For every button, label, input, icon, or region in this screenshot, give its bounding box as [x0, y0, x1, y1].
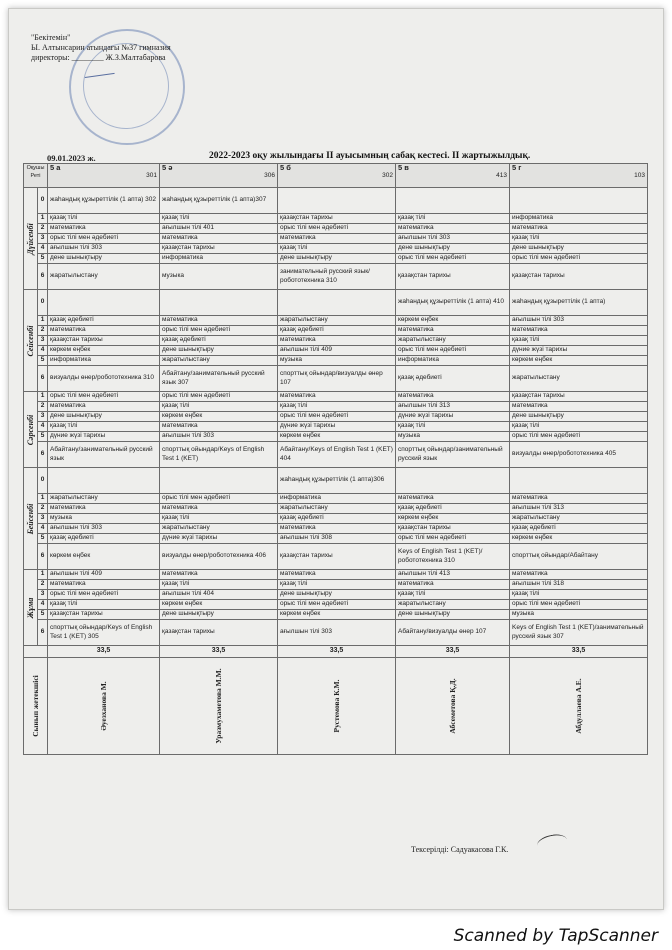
totals-spacer	[24, 646, 48, 658]
lesson-number: 0	[38, 188, 48, 214]
lesson-row	[24, 254, 648, 264]
day-cell	[24, 188, 38, 290]
lesson-cell: математика	[48, 402, 160, 412]
lesson-number: 2	[38, 402, 48, 412]
lesson-cell: жаһандық құзыреттілік (1 апта) 302	[48, 188, 160, 214]
lesson-number: 0	[38, 468, 48, 494]
lesson-cell: математика	[278, 570, 396, 580]
lesson-cell: қазақ тілі	[48, 214, 160, 224]
lesson-row	[24, 392, 648, 402]
lesson-cell	[48, 290, 160, 316]
weekly-hours-total: 33,5	[396, 646, 510, 658]
lesson-row	[24, 620, 648, 646]
weekly-hours-total: 33,5	[48, 646, 160, 658]
lesson-number: 0	[38, 290, 48, 316]
teacher-cell	[396, 658, 510, 755]
lesson-cell: визуалды өнер/робототехника 405	[510, 442, 648, 468]
lesson-number: 1	[38, 570, 48, 580]
lesson-cell: орыс тілі мен әдебиеті	[396, 254, 510, 264]
lesson-cell: орыс тілі мен әдебиеті	[48, 392, 160, 402]
lesson-row	[24, 356, 648, 366]
lesson-row	[24, 224, 648, 234]
scanner-watermark: Scanned by TapScanner	[453, 926, 658, 946]
lesson-cell: жаратылыстану	[160, 356, 278, 366]
page-title: 2022-2023 оқу жылындағы II ауысымның сабақ кестесі. II жартыжылдық.	[209, 151, 531, 161]
lesson-cell: информатика	[396, 356, 510, 366]
lesson-cell: қазақ тілі	[160, 402, 278, 412]
lesson-cell: Абайтану/Keys of English Test 1 (KET) 404	[278, 442, 396, 468]
lesson-cell: қазақ әдебиеті	[278, 326, 396, 336]
lesson-cell: орыс тілі мен әдебиеті	[510, 600, 648, 610]
lesson-number: 5	[38, 254, 48, 264]
lesson-cell: Абайтану/занимательный русский язык	[48, 442, 160, 468]
lesson-cell: орыс тілі мен әдебиеті	[160, 392, 278, 402]
checked-by: Тексерілді: Садуакасова Г.К.	[411, 845, 509, 854]
lesson-row	[24, 514, 648, 524]
lesson-number: 6	[38, 620, 48, 646]
lesson-cell: қазақ тілі	[48, 422, 160, 432]
lesson-cell: математика	[160, 234, 278, 244]
lesson-cell: қазақ әдебиеті	[160, 336, 278, 346]
class-name: 5 г	[512, 163, 522, 172]
lesson-cell: информатика	[160, 254, 278, 264]
lesson-cell: қазақ әдебиеті	[48, 316, 160, 326]
day-cell	[24, 290, 38, 392]
lesson-number: 5	[38, 610, 48, 620]
lesson-cell: жаһандық құзыреттілік (1 апта) 410	[396, 290, 510, 316]
class-header	[278, 164, 396, 188]
checker-signature	[536, 832, 568, 853]
schedule-table	[23, 163, 648, 755]
lesson-cell: информатика	[48, 356, 160, 366]
document-page	[8, 8, 664, 910]
lesson-cell: спорттық ойындар/Абайтану	[510, 544, 648, 570]
lesson-number: 3	[38, 412, 48, 422]
lesson-cell: жаратылыстану	[510, 366, 648, 392]
class-room: 301	[146, 172, 157, 180]
lesson-cell: орыс тілі мен әдебиеті	[278, 412, 396, 422]
lesson-cell: ағылшын тілі 401	[160, 224, 278, 234]
lesson-cell: орыс тілі мен әдебиеті	[48, 234, 160, 244]
lesson-cell: дене шынықтыру	[396, 244, 510, 254]
lesson-cell: жаратылыстану	[160, 524, 278, 534]
lesson-cell	[278, 290, 396, 316]
lesson-cell: қазақ тілі	[510, 234, 648, 244]
lesson-row	[24, 580, 648, 590]
lesson-number: 6	[38, 264, 48, 290]
weekly-hours-total: 33,5	[160, 646, 278, 658]
lesson-number: 1	[38, 392, 48, 402]
lesson-cell: қазақ әдебиеті	[396, 366, 510, 392]
lesson-cell: математика	[396, 224, 510, 234]
lesson-cell: жаһандық құзыреттілік (1 апта)306	[278, 468, 396, 494]
approval-line-3: директоры: ________ Ж.З.Малтабарова	[31, 53, 166, 62]
lesson-cell: дене шынықтыру	[48, 254, 160, 264]
lesson-cell: занимательный русский язык/робототехника 310	[278, 264, 396, 290]
lesson-cell: дүние жүзі тарихы	[160, 534, 278, 544]
teacher-name: Рустемова К.М.	[331, 679, 341, 733]
lesson-row	[24, 570, 648, 580]
class-header	[48, 164, 160, 188]
lesson-cell: көркем еңбек	[48, 346, 160, 356]
lesson-cell	[160, 468, 278, 494]
lesson-row	[24, 264, 648, 290]
lesson-cell: қазақ тілі	[160, 214, 278, 224]
lesson-row	[24, 188, 648, 214]
lesson-cell: ағылшын тілі 404	[160, 590, 278, 600]
totals-row	[24, 646, 648, 658]
lesson-cell: информатика	[510, 214, 648, 224]
day-cell	[24, 570, 38, 646]
day-label: Сәрсенбі	[25, 414, 35, 445]
lesson-row	[24, 504, 648, 514]
weekly-hours-total: 33,5	[278, 646, 396, 658]
lesson-row	[24, 402, 648, 412]
lesson-cell: қазақ әдебиеті	[510, 524, 648, 534]
lesson-cell: көркем еңбек	[278, 610, 396, 620]
lesson-number: 2	[38, 326, 48, 336]
day-label: Бейсенбі	[25, 503, 35, 534]
lesson-cell: дене шынықтыру	[510, 244, 648, 254]
lesson-number: 3	[38, 336, 48, 346]
lesson-cell: жаһандық құзыреттілік (1 апта)307	[160, 188, 278, 214]
teachers-label-cell	[24, 658, 48, 755]
day-label: Сейсенбі	[25, 324, 35, 357]
lesson-cell: көркем еңбек	[160, 600, 278, 610]
lesson-cell: ағылшын тілі 303	[48, 244, 160, 254]
lesson-cell: ағылшын тілі 303	[48, 524, 160, 534]
lesson-number: 4	[38, 524, 48, 534]
lesson-cell: қазақ тілі	[510, 422, 648, 432]
lesson-cell: дүние жүзі тарихы	[48, 432, 160, 442]
lesson-cell: қазақ әдебиеті	[278, 514, 396, 524]
lesson-number: 1	[38, 214, 48, 224]
lesson-cell: орыс тілі мен әдебиеті	[510, 254, 648, 264]
lesson-cell: дене шынықтыру	[278, 590, 396, 600]
class-room: 306	[264, 172, 275, 180]
lesson-cell: жаратылыстану	[396, 600, 510, 610]
lesson-cell: қазақ әдебиеті	[48, 534, 160, 544]
class-header	[396, 164, 510, 188]
lesson-cell: математика	[278, 336, 396, 346]
lesson-cell: математика	[160, 422, 278, 432]
lesson-number: 1	[38, 316, 48, 326]
lesson-cell: көркем еңбек	[48, 544, 160, 570]
lesson-row	[24, 468, 648, 494]
lesson-number: 2	[38, 580, 48, 590]
lesson-row	[24, 336, 648, 346]
lesson-row	[24, 326, 648, 336]
lesson-number: 4	[38, 244, 48, 254]
class-room: 413	[496, 172, 507, 180]
lesson-cell: қазақ тілі	[396, 214, 510, 224]
teacher-cell	[278, 658, 396, 755]
lesson-number: 3	[38, 514, 48, 524]
lesson-cell: көркем еңбек	[510, 356, 648, 366]
class-room: 302	[382, 172, 393, 180]
lesson-row	[24, 600, 648, 610]
lesson-cell: математика	[160, 316, 278, 326]
lesson-cell: математика	[278, 524, 396, 534]
lesson-cell: жаратылыстану	[278, 316, 396, 326]
lesson-cell: қазақ тілі	[510, 590, 648, 600]
lesson-cell: қазақ тілі	[278, 402, 396, 412]
lesson-cell: жаратылыстану	[48, 264, 160, 290]
lesson-cell: спорттық ойындар/визуалды өнер 107	[278, 366, 396, 392]
lesson-cell: музыка	[396, 432, 510, 442]
lesson-cell: жаратылыстану	[396, 336, 510, 346]
lesson-cell: спорттық ойындар/занимательный русский язык	[396, 442, 510, 468]
lesson-cell: визуалды өнер/робототехника 406	[160, 544, 278, 570]
lesson-cell: математика	[48, 326, 160, 336]
lesson-cell: ағылшын тілі 318	[510, 580, 648, 590]
lesson-cell: орыс тілі мен әдебиеті	[160, 494, 278, 504]
lesson-row	[24, 432, 648, 442]
teacher-cell	[48, 658, 160, 755]
lesson-cell	[278, 188, 396, 214]
teacher-cell	[510, 658, 648, 755]
lesson-cell: математика	[278, 234, 396, 244]
weekly-hours-total: 33,5	[510, 646, 648, 658]
lesson-number: 2	[38, 504, 48, 514]
lesson-cell: қазақ тілі	[510, 336, 648, 346]
lesson-number: 5	[38, 432, 48, 442]
lesson-number: 4	[38, 346, 48, 356]
lesson-cell: ағылшын тілі 409	[278, 346, 396, 356]
document-date: 09.01.2023 ж.	[47, 153, 96, 163]
lesson-cell: математика	[396, 580, 510, 590]
lesson-cell: жаһандық құзыреттілік (1 апта)	[510, 290, 648, 316]
lesson-cell: математика	[396, 494, 510, 504]
lesson-cell: қазақстан тарихы	[510, 392, 648, 402]
lesson-cell: дүние жүзі тарихы	[510, 346, 648, 356]
lesson-cell: дене шынықтыру	[510, 412, 648, 422]
lesson-cell: қазақ тілі	[278, 244, 396, 254]
lesson-cell: математика	[48, 580, 160, 590]
teachers-row	[24, 658, 648, 755]
day-cell	[24, 392, 38, 468]
lesson-cell: математика	[510, 570, 648, 580]
lesson-cell: ағылшын тілі 303	[396, 234, 510, 244]
lesson-number: 3	[38, 234, 48, 244]
lesson-cell: музыка	[48, 514, 160, 524]
class-header	[160, 164, 278, 188]
lesson-cell: орыс тілі мен әдебиеті	[396, 534, 510, 544]
lesson-cell: математика	[160, 570, 278, 580]
lesson-cell: қазақстан тарихы	[48, 336, 160, 346]
lesson-cell: көркем еңбек	[278, 432, 396, 442]
lesson-row	[24, 610, 648, 620]
lesson-cell: көркем еңбек	[160, 412, 278, 422]
lesson-cell: ағылшын тілі 303	[278, 620, 396, 646]
corner-label: Оқушы Реті	[24, 164, 48, 188]
lesson-cell: қазақстан тарихы	[278, 214, 396, 224]
lesson-cell: математика	[510, 494, 648, 504]
lesson-cell: математика	[48, 224, 160, 234]
lesson-row	[24, 422, 648, 432]
lesson-cell: орыс тілі мен әдебиеті	[278, 224, 396, 234]
class-name: 5 в	[398, 163, 409, 172]
lesson-row	[24, 234, 648, 244]
lesson-cell: спорттық ойындар/Keys of English Test 1 (KET)	[160, 442, 278, 468]
lesson-cell: қазақстан тарихы	[278, 544, 396, 570]
lesson-cell: Keys of English Test 1 (KET)/робототехника 310	[396, 544, 510, 570]
lesson-cell: орыс тілі мен әдебиеті	[48, 590, 160, 600]
lesson-row	[24, 494, 648, 504]
lesson-cell: қазақстан тарихы	[160, 244, 278, 254]
lesson-row	[24, 244, 648, 254]
lesson-cell: дене шынықтыру	[396, 610, 510, 620]
lesson-cell: спорттық ойындар/Keys of English Test 1 (KET) 305	[48, 620, 160, 646]
lesson-cell: қазақ тілі	[278, 580, 396, 590]
lesson-cell: математика	[278, 392, 396, 402]
lesson-cell: ағылшын тілі 313	[396, 402, 510, 412]
approval-line-2: Ы. Алтынсарин атындағы №37 гимназия	[31, 43, 171, 52]
lesson-cell: ағылшын тілі 413	[396, 570, 510, 580]
lesson-row	[24, 290, 648, 316]
lesson-cell: орыс тілі мен әдебиеті	[278, 600, 396, 610]
lesson-cell: Keys of English Test 1 (KET)/занимательный русский язык 307	[510, 620, 648, 646]
lesson-cell: дүние жүзі тарихы	[278, 422, 396, 432]
lesson-cell: математика	[160, 504, 278, 514]
lesson-cell: математика	[396, 392, 510, 402]
lesson-cell: орыс тілі мен әдебиеті	[510, 432, 648, 442]
lesson-number: 2	[38, 224, 48, 234]
lesson-number: 6	[38, 366, 48, 392]
lesson-cell: қазақстан тарихы	[510, 264, 648, 290]
lesson-cell: ағылшын тілі 303	[510, 316, 648, 326]
day-label: Дүйсенбі	[25, 222, 35, 255]
lesson-cell: дене шынықтыру	[160, 610, 278, 620]
lesson-number: 4	[38, 600, 48, 610]
lesson-cell: орыс тілі мен әдебиеті	[396, 346, 510, 356]
class-name: 5 а	[50, 163, 61, 172]
lesson-number: 4	[38, 422, 48, 432]
lesson-row	[24, 346, 648, 356]
lesson-cell: дене шынықтыру	[278, 254, 396, 264]
lesson-cell: музыка	[160, 264, 278, 290]
lesson-row	[24, 214, 648, 224]
lesson-cell: көркем еңбек	[510, 534, 648, 544]
teacher-name: Абсеметова Қ.Д.	[447, 678, 457, 734]
lesson-row	[24, 534, 648, 544]
lesson-cell: қазақ тілі	[160, 514, 278, 524]
lesson-row	[24, 590, 648, 600]
lesson-number: 6	[38, 544, 48, 570]
day-cell	[24, 468, 38, 570]
lesson-cell	[396, 188, 510, 214]
lesson-cell: Абайтану/визуалды өнер 107	[396, 620, 510, 646]
lesson-cell: Абайтану/занимательный русский язык 307	[160, 366, 278, 392]
lesson-cell: математика	[396, 326, 510, 336]
lesson-cell: дене шынықтыру	[160, 346, 278, 356]
lesson-cell: қазақ тілі	[396, 590, 510, 600]
lesson-cell: жаратылыстану	[48, 494, 160, 504]
lesson-number: 5	[38, 356, 48, 366]
lesson-number: 3	[38, 590, 48, 600]
lesson-cell: қазақстан тарихы	[160, 620, 278, 646]
lesson-cell: қазақ әдебиеті	[396, 504, 510, 514]
lesson-cell: жаратылыстану	[510, 514, 648, 524]
lesson-row	[24, 412, 648, 422]
lesson-cell: қазақ тілі	[396, 422, 510, 432]
lesson-cell: ағылшын тілі 308	[278, 534, 396, 544]
lesson-row	[24, 442, 648, 468]
lesson-cell: математика	[510, 326, 648, 336]
lesson-number: 6	[38, 442, 48, 468]
lesson-cell: математика	[510, 224, 648, 234]
lesson-cell: орыс тілі мен әдебиеті	[160, 326, 278, 336]
teacher-cell	[160, 658, 278, 755]
teacher-name: Абдуллаева А.Е.	[573, 678, 583, 734]
lesson-cell	[510, 188, 648, 214]
lesson-cell: ағылшын тілі 303	[160, 432, 278, 442]
lesson-cell: жаратылыстану	[278, 504, 396, 514]
lesson-cell: музыка	[510, 610, 648, 620]
lesson-number: 1	[38, 494, 48, 504]
lesson-cell	[396, 468, 510, 494]
lesson-cell: информатика	[278, 494, 396, 504]
lesson-cell: қазақ тілі	[48, 600, 160, 610]
lesson-cell: қазақстан тарихы	[396, 524, 510, 534]
day-label: Жұма	[25, 597, 35, 618]
teacher-name: Уразмухаметова М.М.	[213, 668, 223, 744]
lesson-row	[24, 366, 648, 392]
lesson-cell: дене шынықтыру	[48, 412, 160, 422]
header-row	[24, 164, 648, 188]
lesson-row	[24, 544, 648, 570]
lesson-cell: математика	[48, 504, 160, 514]
teachers-label: Сынып жетекшісі	[30, 675, 40, 737]
approval-block	[31, 33, 171, 63]
class-room: 103	[634, 172, 645, 180]
lesson-cell: математика	[510, 402, 648, 412]
class-name: 5 б	[280, 163, 291, 172]
lesson-number: 5	[38, 534, 48, 544]
lesson-row	[24, 316, 648, 326]
lesson-cell: дүние жүзі тарихы	[396, 412, 510, 422]
lesson-cell: ағылшын тілі 313	[510, 504, 648, 514]
approval-line-1: "Бекітемін"	[31, 33, 71, 42]
lesson-cell: көркем еңбек	[396, 514, 510, 524]
lesson-cell	[160, 290, 278, 316]
lesson-cell: қазақ тілі	[160, 580, 278, 590]
lesson-row	[24, 524, 648, 534]
class-name: 5 ә	[162, 163, 173, 172]
lesson-cell: ағылшын тілі 409	[48, 570, 160, 580]
lesson-cell: көркем еңбек	[396, 316, 510, 326]
lesson-cell: қазақстан тарихы	[48, 610, 160, 620]
class-header	[510, 164, 648, 188]
lesson-cell: қазақстан тарихы	[396, 264, 510, 290]
lesson-cell: визуалды өнер/робототехника 310	[48, 366, 160, 392]
lesson-cell	[510, 468, 648, 494]
lesson-cell: музыка	[278, 356, 396, 366]
teacher-name: Әуезханова М.	[98, 681, 108, 731]
lesson-cell	[48, 468, 160, 494]
